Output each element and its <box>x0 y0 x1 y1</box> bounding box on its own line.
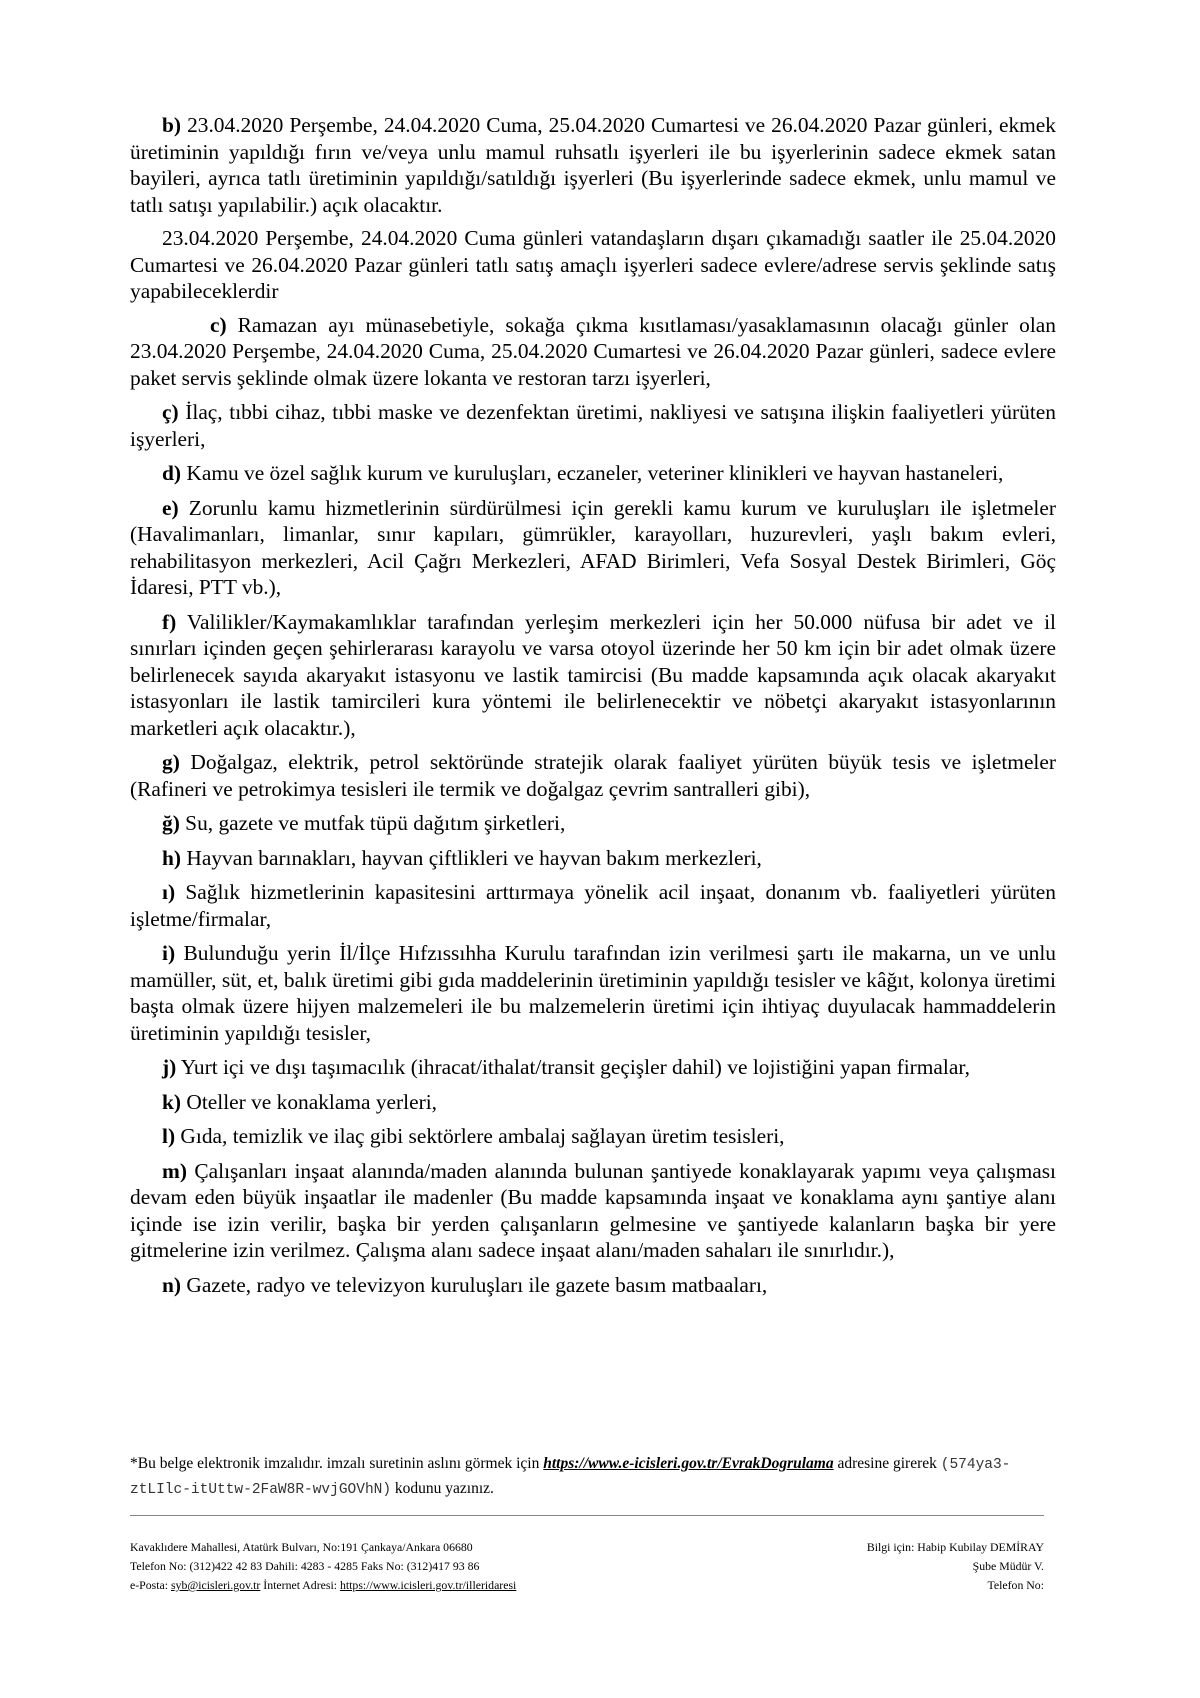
info-contact: Bilgi için: Habip Kubilay DEMİRAY <box>866 1540 1044 1554</box>
item-label: ğ) <box>162 811 180 835</box>
item-label: h) <box>162 845 182 870</box>
item-f <box>130 609 1056 742</box>
item-label: e) <box>162 495 179 520</box>
item-ii <box>130 879 1056 932</box>
item-label: g) <box>162 750 180 774</box>
item-label: l) <box>162 1124 176 1148</box>
item-label: d) <box>162 461 182 485</box>
item-cc <box>130 399 1056 452</box>
item-text: 23.04.2020 Perşembe, 24.04.2020 Cuma, 25.04.2020 Cumartesi ve 26.04.2020 Pazar günleri, ekmek üretiminin yapıldığı fırın ve/veya unlu mamul ruhsatlı işyerleri ile bu işyerlerinin sadece ekmek satan bayileri, ayrıca tatlı üretiminin yapıldığı/satıldığı işyerleri (Bu işyerlerinde sadece ekmek, unlu mamul ve tatlı satışı yapılabilir.) açık olacaktır. <box>130 113 1056 217</box>
item-label: j) <box>162 1055 177 1079</box>
verification-code: (574ya3-ztLIlc-itUttw-2FaW8R-wvjGOVhN) <box>130 1457 1011 1498</box>
web-label: İnternet Adresi: <box>260 1578 340 1592</box>
item-text: Hayvan barınakları, hayvan çiftlikleri ve hayvan bakım merkezleri, <box>181 845 762 870</box>
item-label: n) <box>162 1272 182 1297</box>
item-text: Oteller ve konaklama yerleri, <box>181 1089 438 1114</box>
item-m <box>130 1158 1056 1264</box>
item-label: k) <box>162 1089 182 1114</box>
item-text: Gazete, radyo ve televizyon kuruluşları ile gazete basım matbaaları, <box>181 1272 768 1297</box>
item-h <box>130 845 1056 872</box>
e-signature-note <box>130 1452 1056 1502</box>
item-text: İlaç, tıbbi cihaz, tıbbi maske ve dezenfektan üretimi, nakliyesi ve satışına ilişkin faaliyetleri yürüten işyerleri, <box>130 400 1056 451</box>
item-label: m) <box>162 1158 187 1183</box>
item-label: c) <box>210 312 227 337</box>
item-k <box>130 1089 1056 1116</box>
footer-contact <box>130 1538 730 1595</box>
item-label: ç) <box>162 400 179 424</box>
item-n <box>130 1272 1056 1299</box>
email-link[interactable]: syb@icisleri.gov.tr <box>170 1578 261 1592</box>
item-text: Doğalgaz, elektrik, petrol sektöründe stratejik olarak faaliyet yürüten büyük tesis ve işletmeler (Rafineri ve petrokimya tesisleri ile termik ve doğalgaz çevrim santralleri gibi), <box>130 750 1056 801</box>
item-c <box>130 312 1056 392</box>
item-gg <box>130 810 1056 837</box>
footer-email-web <box>130 1576 730 1595</box>
note-suffix: kodunu yazınız. <box>391 1480 494 1497</box>
web-link[interactable]: https://www.icisleri.gov.tr/illeridaresi <box>339 1578 517 1592</box>
item-label: ı) <box>162 880 176 904</box>
info-phone: Telefon No: <box>987 1578 1044 1592</box>
item-text: Yurt içi ve dışı taşımacılık (ihracat/ithalat/transit geçişler dahil) ve lojistiğini yapan firmalar, <box>176 1055 970 1079</box>
item-text: Çalışanları inşaat alanında/maden alanında bulunan şantiyede konaklayarak yapımı veya çalışması devam eden büyük inşaatlar ile madenler (Bu madde kapsamında inşaat ve konaklama aynı şantiye alanı içinde ise izin verilir, başka bir yerden çalışanların gelmesine ve şantiyede kalanların başka bir yere gitmelerine izin verilmez. Çalışma alanı sadece inşaat alanı/maden sahaları ile sınırlıdır.), <box>130 1158 1056 1262</box>
item-text: Bulunduğu yerin İl/İlçe Hıfzıssıhha Kurulu tarafından izin verilmesi şartı ile makarna, un ve unlu mamüller, süt, et, balık üretimi gibi gıda maddelerinin üretiminin yapıldığı tesisler ve kâğıt, kolonya üretimi başta olmak üzere hijyen malzemeleri ile bu malzemelerin üretimi için ihtiyaç duyulacak hammaddelerin üretiminin yapıldığı tesisler, <box>130 941 1056 1045</box>
item-b <box>130 112 1056 218</box>
item-e <box>130 495 1056 601</box>
item-label: b) <box>162 113 182 137</box>
item-b-continuation <box>130 225 1056 305</box>
item-text: 23.04.2020 Perşembe, 24.04.2020 Cuma günleri vatandaşların dışarı çıkamadığı saatler ile 25.04.2020 Cumartesi ve 26.04.2020 Pazar günleri tatlı satış amaçlı işyerleri sadece evlere/adrese servis şeklinde satış yapabileceklerdir <box>130 226 1056 303</box>
item-text: Zorunlu kamu hizmetlerinin sürdürülmesi için gerekli kamu kurum ve kuruluşları ile işletmeler (Havalimanları, limanlar, sınır kapıları, gümrükler, karayolları, huzurevleri, yaşlı bakım evleri, rehabilitasyon merkezleri, Acil Çağrı Merkezleri, AFAD Birimleri, Vefa Sosyal Destek Birimleri, Göç İdaresi, PTT vb.), <box>130 495 1056 599</box>
verification-link[interactable]: https://www.e-icisleri.gov.tr/EvrakDogrulama <box>543 1455 834 1472</box>
footer-info <box>724 1538 1044 1595</box>
email-label: e-Posta: <box>130 1578 171 1592</box>
item-label: i) <box>162 941 176 965</box>
note-prefix: *Bu belge elektronik imzalıdır. imzalı suretinin aslını görmek için <box>130 1455 544 1472</box>
footer-phone: Telefon No: (312)422 42 83 Dahili: 4283 - 4285 Faks No: (312)417 93 86 <box>130 1559 480 1573</box>
footer-divider <box>130 1515 1044 1516</box>
item-text: Sağlık hizmetlerinin kapasitesini arttırmaya yönelik acil inşaat, donanım vb. faaliyetleri yürüten işletme/firmalar, <box>130 880 1056 931</box>
item-d <box>130 460 1056 487</box>
item-j <box>130 1054 1056 1081</box>
footer-address: Kavaklıdere Mahallesi, Atatürk Bulvarı, No:191 Çankaya/Ankara 06680 <box>130 1540 473 1554</box>
item-text: Gıda, temizlik ve ilaç gibi sektörlere ambalaj sağlayan üretim tesisleri, <box>175 1124 785 1148</box>
info-title: Şube Müdür V. <box>972 1559 1044 1573</box>
item-text: Su, gazete ve mutfak tüpü dağıtım şirketleri, <box>179 811 566 835</box>
item-i <box>130 940 1056 1046</box>
item-label: f) <box>162 609 177 634</box>
item-text: Kamu ve özel sağlık kurum ve kuruluşları, eczaneler, veteriner klinikleri ve hayvan hastaneleri, <box>181 461 1004 485</box>
item-text: Valilikler/Kaymakamlıklar tarafından yerleşim merkezleri için her 50.000 nüfusa bir adet ve il sınırları içinden geçen şehirlerarası karayolu ve varsa otoyol üzerinde her 50 km için bir adet olmak üzere belirlenecek sayıda akaryakıt istasyonu ve lastik tamircisi (Bu madde kapsamında açık olacak akaryakıt istasyonları ile lastik tamircileri kura yöntemi ile belirlenecektir ve nöbetçi akaryakıt istasyonlarının marketleri açık olacaktır.), <box>130 609 1056 740</box>
note-middle: adresine girerek <box>833 1455 941 1472</box>
item-text: Ramazan ayı münasebetiyle, sokağa çıkma kısıtlaması/yasaklamasının olacağı günler olan 23.04.2020 Perşembe, 24.04.2020 Cuma, 25.04.2020 Cumartesi ve 26.04.2020 Pazar günleri, sadece evlere paket servis şeklinde olmak üzere lokanta ve restoran tarzı işyerleri, <box>130 312 1056 390</box>
item-g <box>130 749 1056 802</box>
document-body <box>130 112 1056 1298</box>
item-l <box>130 1123 1056 1150</box>
